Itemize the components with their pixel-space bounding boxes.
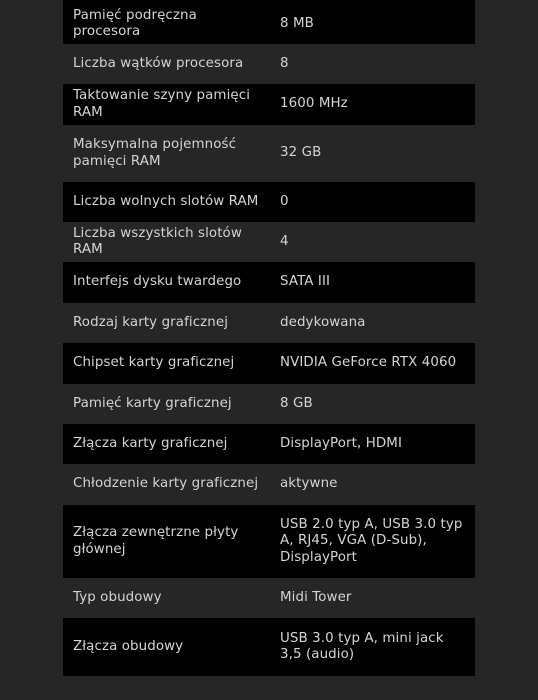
table-row bbox=[63, 262, 475, 303]
spec-value: DisplayPort, HDMI bbox=[280, 435, 402, 451]
spec-label: Chipset karty graficznej bbox=[73, 355, 235, 371]
spec-value: USB 3.0 typ A, mini jack 3,5 (audio) bbox=[280, 630, 444, 662]
table-row bbox=[63, 182, 475, 222]
spec-value: aktywne bbox=[280, 476, 338, 492]
spec-value: Midi Tower bbox=[280, 589, 352, 605]
spec-label: Złącza karty graficznej bbox=[73, 435, 228, 451]
spec-value: 32 GB bbox=[280, 145, 322, 161]
spec-label: Rodzaj karty graficznej bbox=[73, 314, 229, 330]
spec-label: Maksymalna pojemność pamięci RAM bbox=[73, 137, 237, 169]
table-row bbox=[63, 343, 475, 384]
table-row bbox=[63, 424, 475, 464]
spec-table bbox=[63, 0, 475, 676]
table-row bbox=[63, 505, 475, 578]
spec-label: Taktowanie szyny pamięci RAM bbox=[73, 88, 251, 120]
spec-value: 8 bbox=[280, 55, 289, 71]
spec-label: Liczba wolnych slotów RAM bbox=[73, 193, 259, 209]
table-row bbox=[63, 303, 475, 343]
spec-label: Złącza obudowy bbox=[73, 638, 184, 654]
spec-value: dedykowana bbox=[280, 314, 366, 330]
spec-label: Interfejs dysku twardego bbox=[73, 274, 242, 290]
spec-label: Pamięć karty graficznej bbox=[73, 395, 232, 411]
spec-value: 8 GB bbox=[280, 395, 313, 411]
spec-value: 8 MB bbox=[280, 15, 314, 31]
table-row bbox=[63, 618, 475, 676]
spec-value: SATA III bbox=[280, 274, 331, 290]
spec-value: USB 2.0 typ A, USB 3.0 typ A, RJ45, VGA (D-Sub), DisplayPort bbox=[280, 516, 463, 565]
table-row bbox=[63, 578, 475, 618]
spec-label: Pamięć podręczna procesora bbox=[73, 7, 197, 39]
table-row bbox=[63, 4, 475, 44]
spec-value: 4 bbox=[280, 233, 289, 249]
table-row bbox=[63, 84, 475, 125]
spec-label: Typ obudowy bbox=[73, 589, 162, 605]
table-row bbox=[63, 464, 475, 505]
spec-value: 0 bbox=[280, 193, 289, 209]
spec-label: Liczba wątków procesora bbox=[73, 55, 244, 71]
spec-value: NVIDIA GeForce RTX 4060 bbox=[280, 355, 457, 371]
spec-label: Złącza zewnętrzne płyty głównej bbox=[73, 525, 239, 557]
spec-label: Chłodzenie karty graficznej bbox=[73, 476, 259, 492]
table-row bbox=[63, 44, 475, 84]
spec-value: 1600 MHz bbox=[280, 96, 348, 112]
table-row bbox=[63, 384, 475, 424]
table-row bbox=[63, 222, 475, 262]
table-row bbox=[63, 125, 475, 182]
spec-label: Liczba wszystkich slotów RAM bbox=[73, 225, 242, 257]
